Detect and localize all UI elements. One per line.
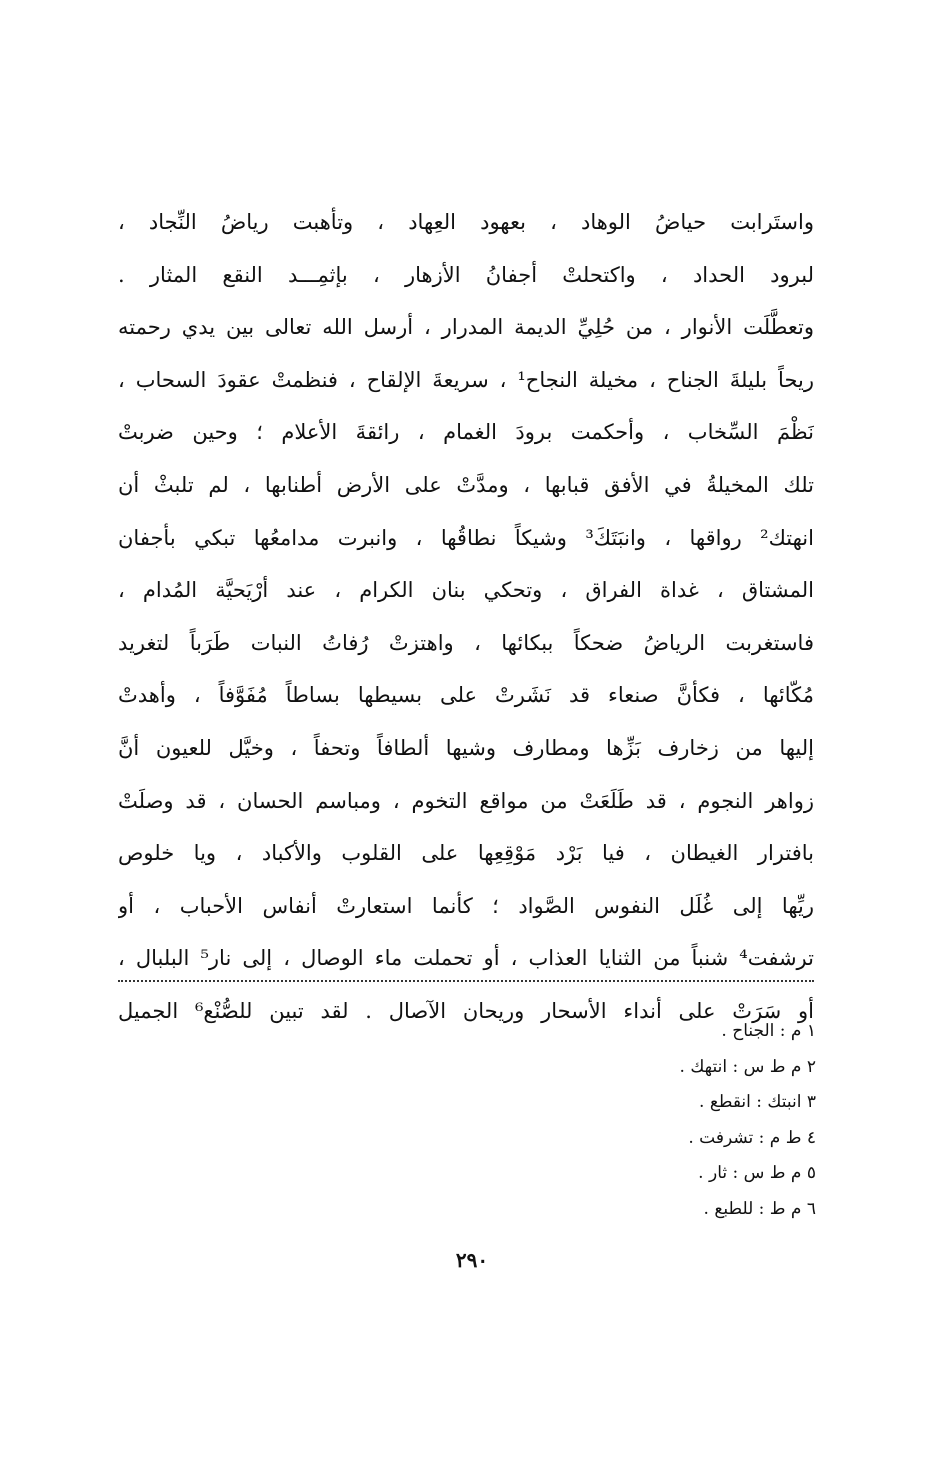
text-line: بافترار الغيطان ، فيا بَرْد مَوْقِعِها على القلوب والأكباد ، ويا خلوص xyxy=(118,841,814,866)
text-line: ريِّها إلى غُلَل النفوس الصَّواد ؛ كأنما استعارتْ أنفاس الأحباب ، أو xyxy=(118,893,814,918)
footnote-divider xyxy=(118,980,814,982)
text-line: المشتاق ، غداة الفراق ، وتحكي بنان الكرام ، عند أرْيَحيَّة المُدام ، xyxy=(118,578,814,603)
footnote: ١ م : الجناح . xyxy=(721,1021,816,1041)
footnote: ٢ م ط س : انتهك . xyxy=(679,1056,816,1077)
text-line: زواهر النجوم ، قد طَلَعَتْ من مواقع التخوم ، ومباسم الحسان ، قد وصلَتْ xyxy=(118,788,814,813)
text-line: لبرود الحداد ، واكتحلتْ أجفانُ الأزهار ، بإثمِـــد النقع المثار . xyxy=(118,262,814,287)
text-line: نَظْمَ السِّخاب ، وأحكمت برودَ الغمام ، رائقةَ الأعلام ؛ وحين ضربتْ xyxy=(118,420,814,445)
text-line: تلك المخيلةُ في الأفق قبابها ، ومدَّتْ على الأرض أطنابها ، لم تلبثْ أن xyxy=(118,472,814,497)
text-line: واستَرابت حياضُ الوهاد ، بعهود العِهاد ، وتأهبت رياضُ النِّجاد ، xyxy=(118,210,814,234)
text-line: فاستغربت الرياضُ ضحكاً ببكائها ، واهتزتْ رُفاتُ النبات طَرَباً لتغريد xyxy=(118,630,814,655)
text-line: ريحاً بليلةَ الجناح ، مخيلة النجاح¹ ، سريعةَ الإلقاح ، فنظمتْ عقودَ السحاب ، xyxy=(118,367,814,392)
page-number: ٢٩٠ xyxy=(455,1248,489,1272)
footnotes-block xyxy=(456,1014,816,1228)
text-line: إليها من زخارف بَزِّها ومطارف وشيها ألطافاً وتحفاً ، وخيَّل للعيون أنَّ xyxy=(118,735,814,760)
text-line: ترشفت⁴ شنباً من الثنايا العذاب ، أو تحملت ماء الوصال ، إلى نار⁵ البلبال ، xyxy=(118,946,814,971)
footnote: ٦ م ط : للطبع . xyxy=(703,1198,816,1219)
footnote: ٥ م ط س : ثار . xyxy=(698,1163,816,1184)
footnote: ٣ انبتك : انقطع . xyxy=(699,1092,816,1113)
text-line: أو سَرَتْ على أنداء الأسحار وريحان الآصال . لقد تبين للصُّنْع⁶ الجميل xyxy=(118,998,814,1023)
main-text-block xyxy=(118,196,814,1038)
text-line: انهتك² رواقها ، وانبَتَكَ³ وشيكاً نطاقُها ، وانبرت مدامعُها تبكي بأجفان xyxy=(118,525,814,550)
footnote: ٤ ط م : تشرفت . xyxy=(688,1127,816,1148)
text-line: وتعطَّلَت الأنوار ، من حُلِيِّ الديمة المدرار ، أرسل الله تعالى بين يدي رحمته xyxy=(118,315,814,340)
text-line: مُكّائها ، فكأنَّ صنعاء قد نَشَرتْ على بسيطها بساطاً مُفَوَّفاً ، وأهدتْ xyxy=(118,683,814,708)
